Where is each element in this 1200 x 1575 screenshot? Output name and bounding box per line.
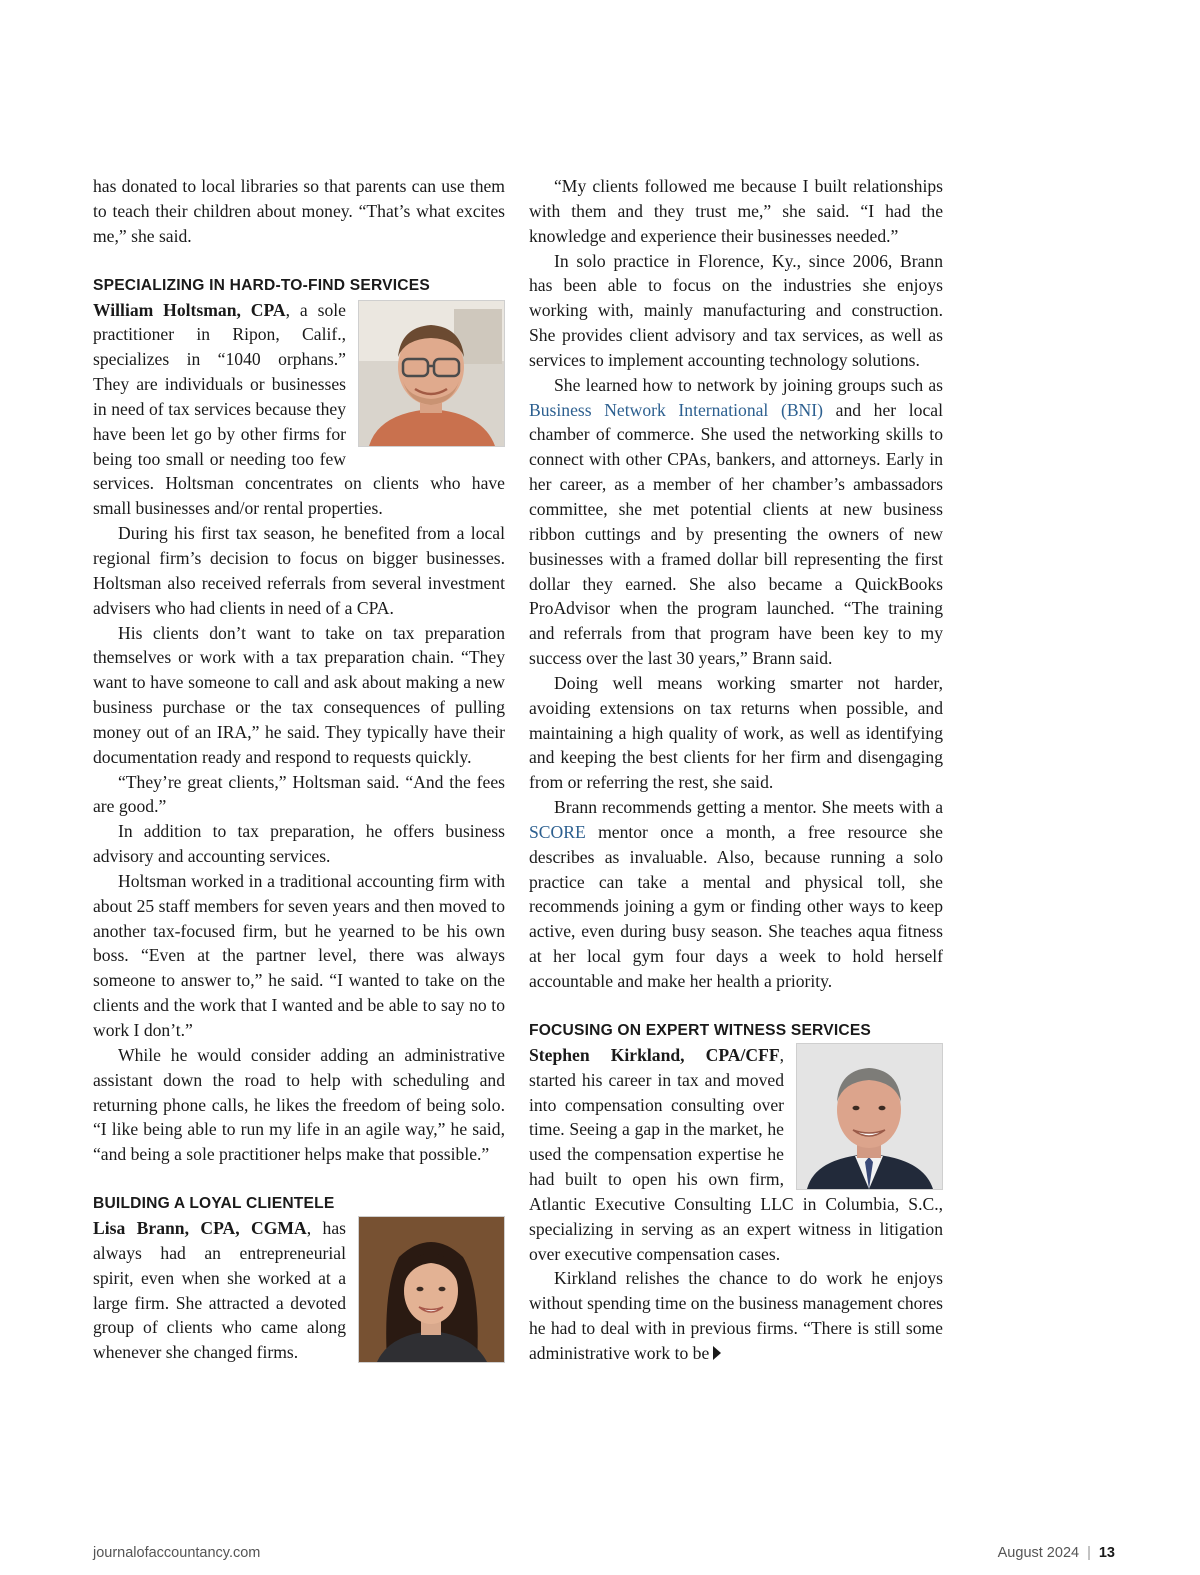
- brann-paragraph-1: , has always had an entrepreneurial spirit, even when she worked at a large firm. She attracted a devoted group of clients who came along whenever she changed firms.: [93, 1218, 347, 1363]
- footer-issue-info: [998, 1545, 1115, 1561]
- brann-paragraph-5: Doing well means working smarter not harder, avoiding extensions on tax returns when possible, and maintaining a high quality of work, as well as identifying and keeping the best clients for her firm and disengaging from or referring the rest, she said.: [529, 672, 943, 793]
- kirkland-paragraph-1: , started his career in tax and moved into compensation consulting over time. Seeing a gap in the market, he used the compensation expertise he had built to open his own firm, Atlantic Executive Consulting LLC in Columbia, S.C., specializing in serving as an expert witness in litigation over executive compensation cases.: [529, 1044, 943, 1264]
- kirkland-paragraph-2: Kirkland relishes the chance to do work he enjoys without spending time on the business management chores he had to deal with in previous firms. “There is still some administrative work to be: [529, 1268, 943, 1363]
- brann-paragraph-4-start: She learned how to network by joining groups such as: [554, 374, 943, 395]
- holtsman-paragraph-4: “They’re great clients,” Holtsman said. “And the fees are good.”: [93, 771, 505, 817]
- right-column: [529, 174, 943, 1366]
- bni-link[interactable]: Business Network International (BNI): [529, 399, 823, 420]
- footer-site: journalofaccountancy.com: [93, 1545, 261, 1561]
- brann-paragraph-3: In solo practice in Florence, Ky., since 2006, Brann has been able to focus on the industries she enjoys working with, mainly manufacturing and construction. She provides client advisory and tax services, as well as services to implement accounting technology solutions.: [529, 250, 943, 370]
- brann-photo: [358, 1216, 505, 1363]
- brann-paragraph-2: “My clients followed me because I built relationships with them and they trust me,” she said. “I had the knowledge and experience their businesses needed.”: [529, 176, 943, 246]
- section-heading-expert-witness: FOCUSING ON EXPERT WITNESS SERVICES: [529, 1021, 872, 1039]
- page-number: 13: [1098, 1545, 1115, 1561]
- holtsman-paragraph-3: His clients don’t want to take on tax preparation themselves or work with a tax preparation chain. “They want to have someone to call and ask about making a new business purchase or the tax consequences of pulling money out of an IRA,” he said. They typically have their documentation ready and respond to requests quickly.: [93, 622, 505, 767]
- footer-issue: August 2024: [997, 1545, 1080, 1561]
- section-heading-hard-to-find: SPECIALIZING IN HARD-TO-FIND SERVICES: [93, 276, 430, 294]
- holtsman-paragraph-7: While he would consider adding an administrative assistant down the road to help with scheduling and returning phone calls, he likes the freedom of being solo. “I like being able to run my life in an agile way,” he said, “and being a sole practitioner helps make that possible.”: [93, 1044, 505, 1165]
- intro-paragraph: has donated to local libraries so that parents can use them to teach their children about money. “That’s what excites me,” she said.: [93, 176, 505, 246]
- holtsman-paragraph-5: In addition to tax preparation, he offers business advisory and accounting services.: [93, 821, 505, 867]
- continue-arrow-icon: [713, 1346, 721, 1360]
- brann-paragraph-6-start: Brann recommends getting a mentor. She meets with a: [554, 797, 943, 818]
- holtsman-paragraph-2: During his first tax season, he benefited from a local regional firm’s decision to focus on bigger businesses. Holtsman also received referrals from several investment advisers who had clients in need of a CPA.: [93, 523, 505, 618]
- left-column: [93, 174, 505, 1365]
- holtsman-name: William Holtsman, CPA: [93, 299, 286, 320]
- holtsman-photo: [358, 300, 505, 447]
- holtsman-paragraph-6: Holtsman worked in a traditional accounting firm with about 25 staff members for seven years and then moved to another tax-focused firm, but he yearned to be his own boss. “Even at the partner level, there was always someone to answer to,” he said. “I wanted to take on the clients and the work that I wanted and be able to say no to work I don’t.”: [93, 870, 505, 1040]
- kirkland-name: Stephen Kirkland, CPA/CFF: [529, 1044, 780, 1065]
- brann-paragraph-6-end: mentor once a month, a free resource she describes as invaluable. Also, because running a solo practice can take a mental and physical toll, she recommends joining a gym or finding other ways to keep active, even during busy season. She teaches aqua fitness at her local gym four days a week to hold herself accountable and make her health a priority.: [529, 821, 943, 991]
- holtsman-paragraph-1: , a sole practitioner in Ripon, Calif., specializes in “1040 orphans.” They are individuals or businesses in need of tax services because they have been let go by other firms for being too small or needing too few services. Holtsman concentrates on clients who have small businesses and/or rental properties.: [93, 299, 505, 519]
- brann-paragraph-4-end: and her local chamber of commerce. She used the networking skills to connect with other CPAs, bankers, and attorneys. Early in her career, as a member of her chamber’s ambassadors committee, she met potential clients at new business ribbon cuttings and by presenting the owners of new businesses with a framed dollar bill representing the first dollar they earned. She also became a QuickBooks ProAdvisor when the program launched. “The training and referrals from that program have been key to my success over the last 30 years,” Brann said.: [529, 399, 943, 669]
- score-link[interactable]: SCORE: [529, 821, 586, 842]
- brann-name: Lisa Brann, CPA, CGMA: [93, 1218, 307, 1239]
- kirkland-photo: [796, 1043, 943, 1190]
- footer-separator: |: [1087, 1545, 1091, 1561]
- section-heading-loyal-clientele: BUILDING A LOYAL CLIENTELE: [93, 1195, 335, 1213]
